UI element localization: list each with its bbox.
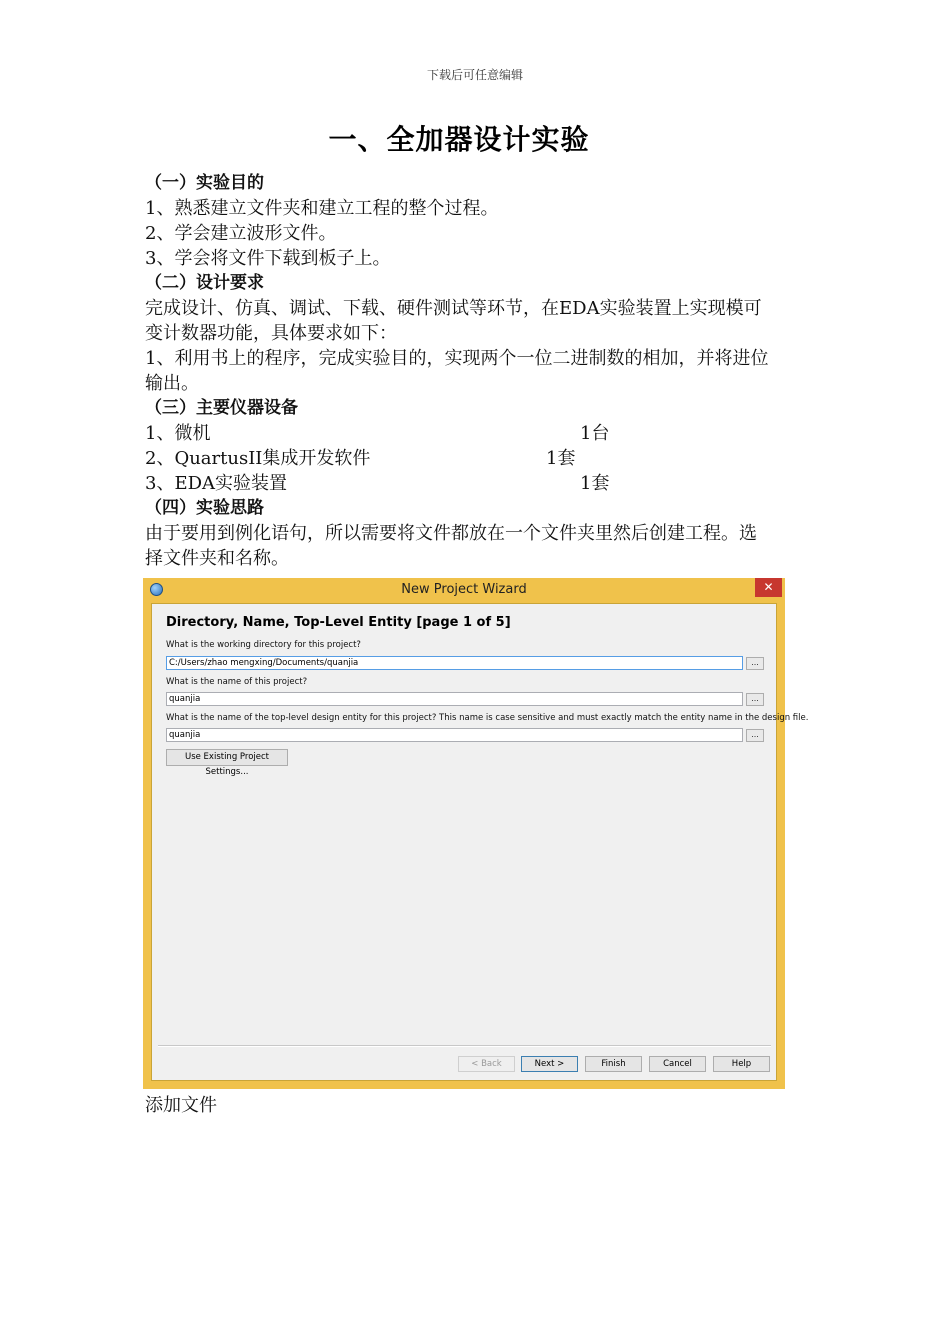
requirements-paragraph-line-1: 完成设计、仿真、调试、下载、硬件测试等环节，在EDA实验装置上实现模可 [145, 298, 762, 319]
equipment-row [145, 471, 645, 496]
back-button[interactable]: < Back [458, 1056, 515, 1072]
cancel-button[interactable]: Cancel [649, 1056, 706, 1072]
top-level-entity-question-label: What is the name of the top-level design entity for this project? This name is case sensitive and must exactly match the entity name in the design file. [166, 713, 809, 723]
wizard-page-heading: Directory, Name, Top-Level Entity [page 1 of 5] [166, 615, 511, 630]
section-heading-approach: （四）实验思路 [145, 498, 264, 518]
footer-divider [158, 1045, 771, 1047]
requirement-item-line-1: 1、利用书上的程序，完成实验目的，实现两个一位二进制数的相加，并将进位 [145, 348, 769, 369]
top-level-entity-input[interactable]: quanjia [166, 728, 743, 742]
purpose-item-2: 2、学会建立波形文件。 [145, 223, 337, 244]
browse-entity-button[interactable]: ... [746, 729, 764, 742]
equipment-name: 3、EDA实验装置 [145, 473, 288, 494]
new-project-wizard-window [143, 578, 809, 1089]
purpose-item-3: 3、学会将文件下载到板子上。 [145, 248, 391, 269]
window-title: New Project Wizard [401, 582, 527, 597]
equipment-quantity: 1套 [580, 473, 610, 494]
equipment-row [145, 446, 645, 471]
wizard-client-area [151, 603, 809, 1081]
help-button[interactable]: Help [713, 1056, 770, 1072]
directory-question-label: What is the working directory for this project? [166, 640, 361, 650]
approach-paragraph-line-1: 由于要用到例化语句，所以需要将文件都放在一个文件夹里然后创建工程。选 [145, 523, 757, 544]
purpose-item-1: 1、熟悉建立文件夹和建立工程的整个过程。 [145, 198, 499, 219]
next-button[interactable]: Next > [521, 1056, 578, 1072]
equipment-row [145, 421, 645, 446]
approach-paragraph-line-2: 择文件夹和名称。 [145, 548, 289, 569]
window-titlebar[interactable] [143, 578, 785, 602]
equipment-quantity: 1台 [580, 423, 610, 444]
equipment-quantity: 1套 [546, 448, 576, 469]
requirements-paragraph-line-2: 变计数器功能，具体要求如下： [145, 323, 397, 344]
caption-add-files: 添加文件 [145, 1095, 217, 1116]
equipment-name: 2、QuartusII集成开发软件 [145, 448, 371, 469]
project-name-question-label: What is the name of this project? [166, 677, 308, 687]
browse-directory-button[interactable]: ... [746, 657, 764, 670]
use-existing-settings-button[interactable]: Use Existing Project Settings... [166, 749, 288, 766]
requirement-item-line-2: 输出。 [145, 373, 199, 394]
header-note: 下载后可任意编辑 [426, 68, 523, 82]
finish-button[interactable]: Finish [585, 1056, 642, 1072]
section-heading-equipment: （三）主要仪器设备 [145, 398, 298, 418]
section-heading-purpose: （一）实验目的 [145, 173, 264, 193]
section-heading-requirements: （二）设计要求 [145, 273, 264, 293]
directory-input[interactable]: C:/Users/zhao mengxing/Documents/quanjia [166, 656, 743, 670]
equipment-name: 1、微机 [145, 423, 211, 444]
browse-project-name-button[interactable]: ... [746, 693, 764, 706]
project-name-input[interactable]: quanjia [166, 692, 743, 706]
document-title: 一、全加器设计实验 [328, 123, 590, 156]
close-button[interactable]: ✕ [755, 578, 782, 597]
